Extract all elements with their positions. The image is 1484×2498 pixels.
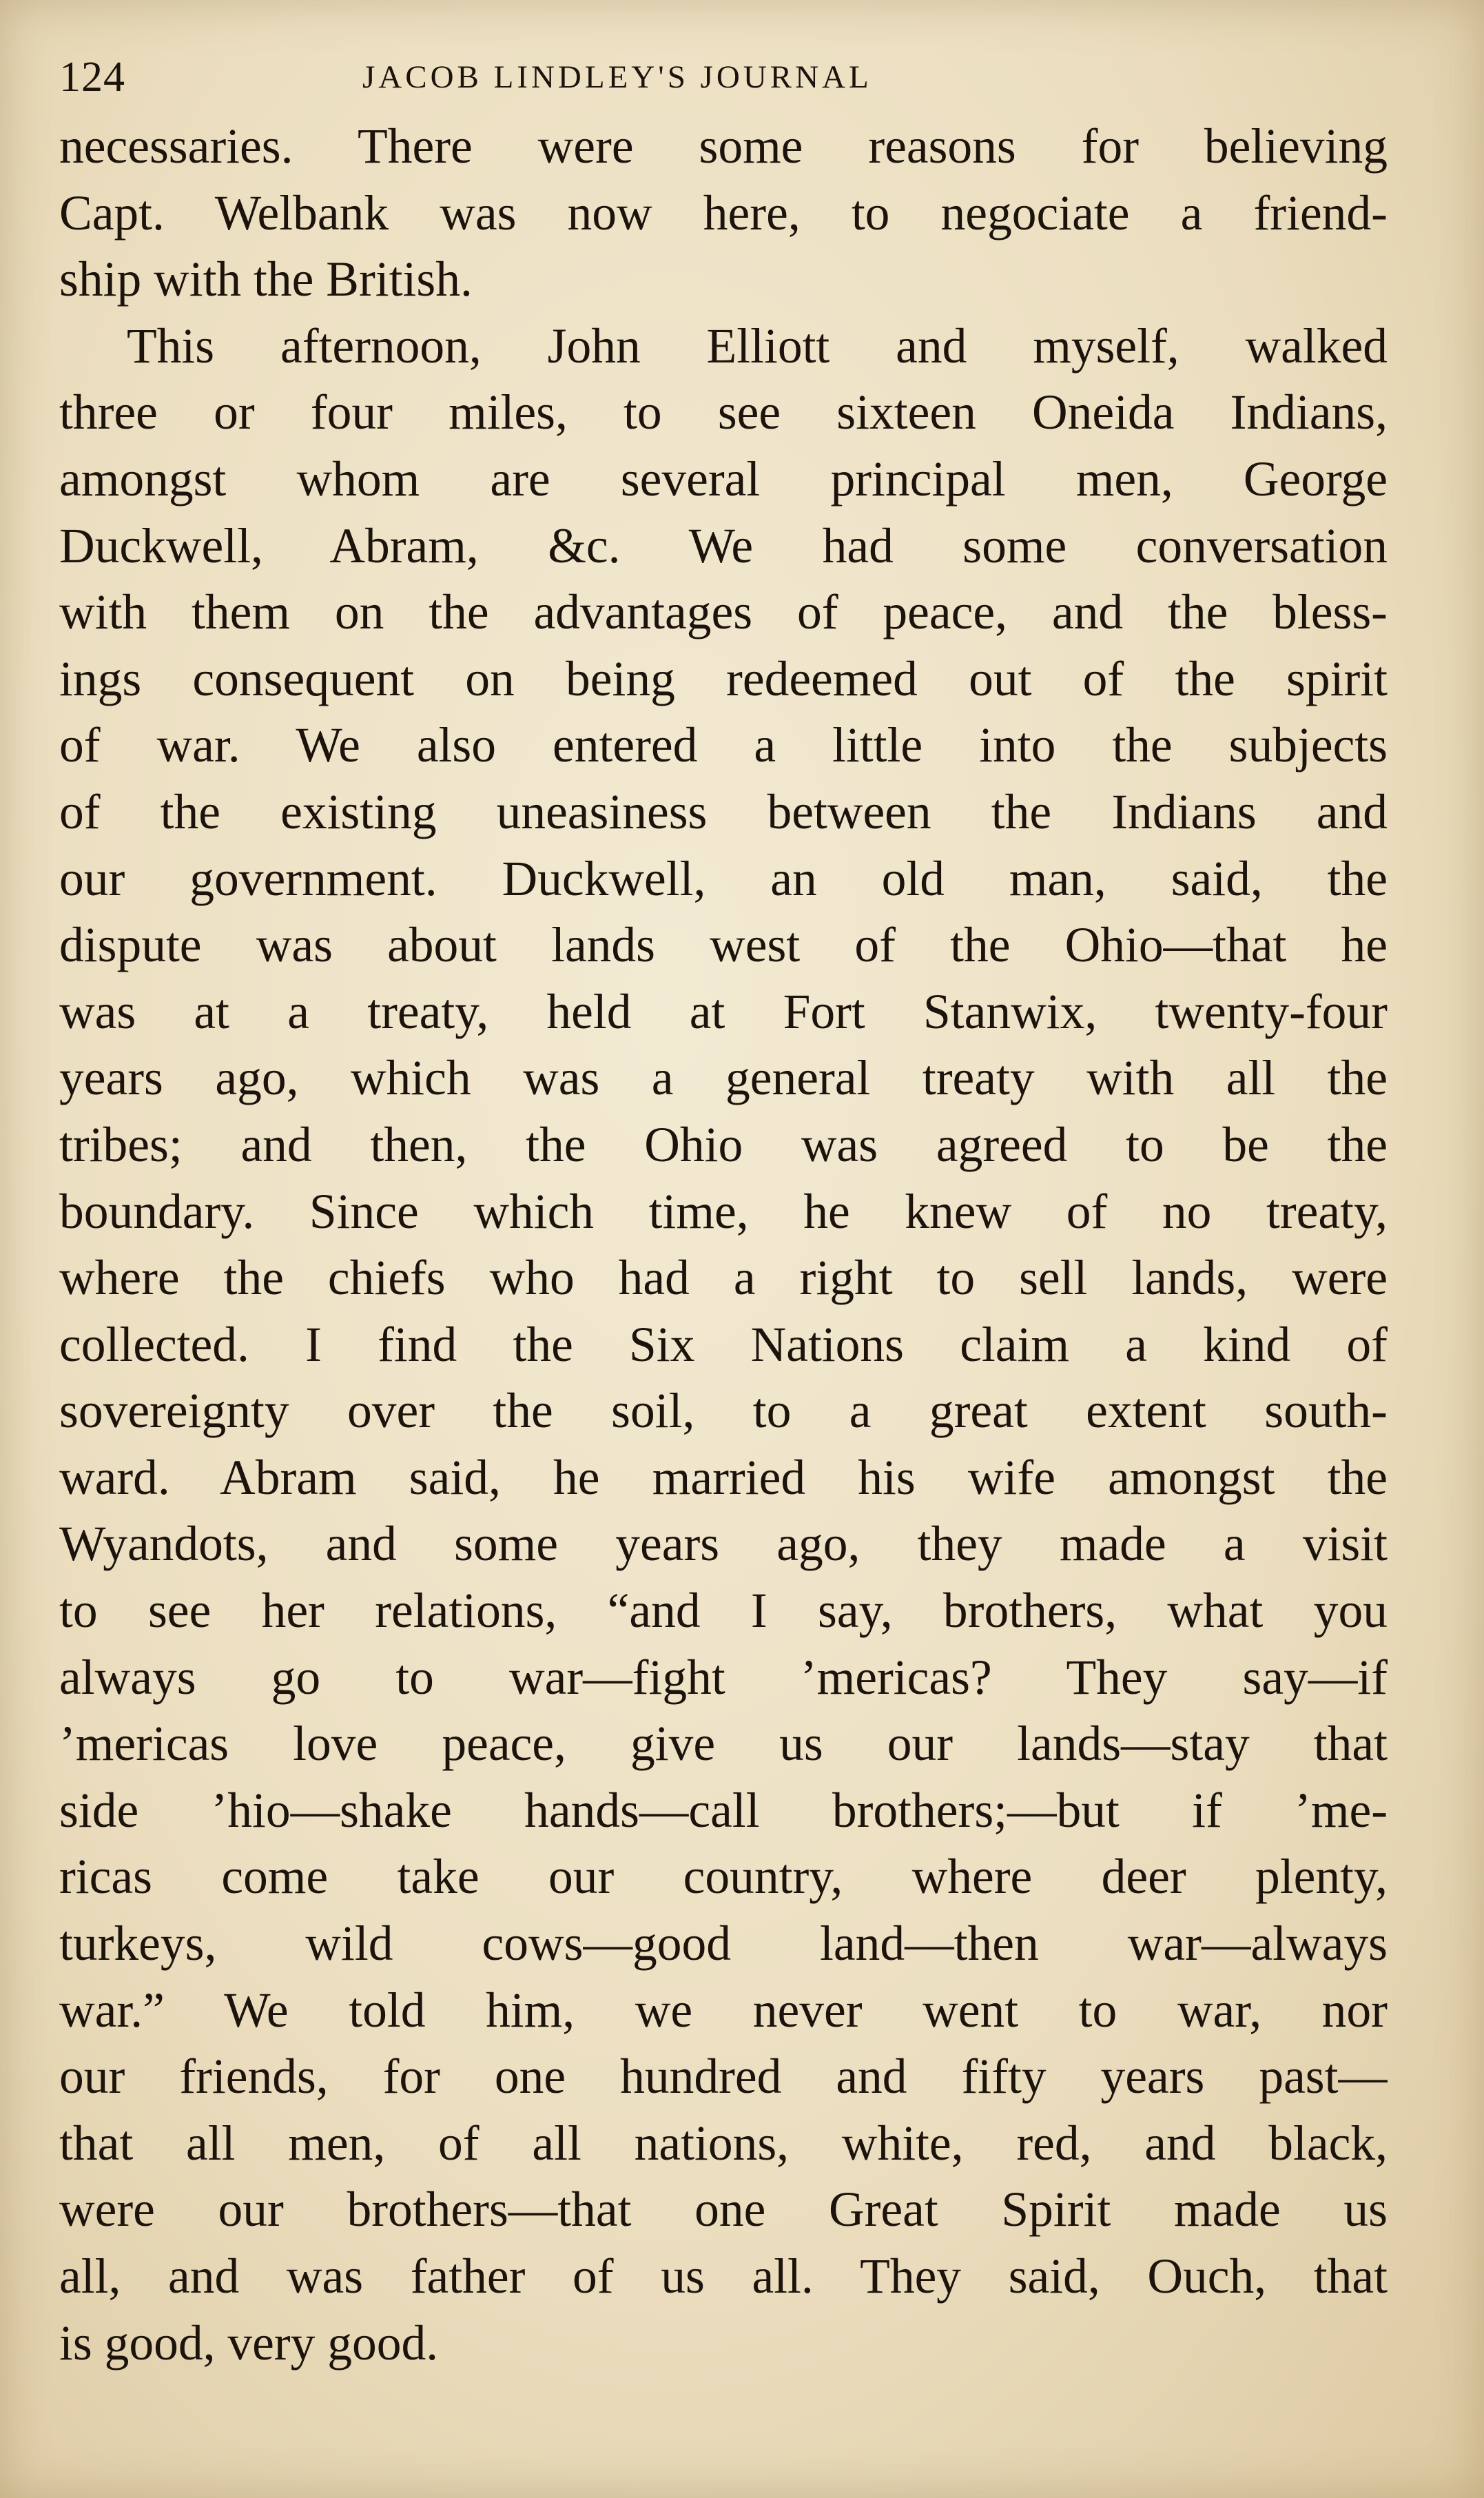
- text-line: necessaries. There were some reasons for believing: [59, 119, 1388, 174]
- text-line: amongst whom are several principal men, George: [59, 451, 1388, 506]
- text-line: turkeys, wild cows—good land—then war—always: [59, 1916, 1388, 1972]
- text-line: of the existing uneasiness between the Indians and: [59, 784, 1388, 839]
- page-number: 124: [59, 54, 125, 101]
- running-head: JACOB LINDLEY'S JOURNAL: [362, 59, 872, 95]
- text-line: is good, very good.: [59, 2315, 439, 2371]
- text-line: Capt. Welbank was now here, to negociate a friend-: [59, 185, 1388, 240]
- text-line: years ago, which was a general treaty with all the: [59, 1051, 1388, 1106]
- text-line: our friends, for one hundred and fifty years past—: [59, 2049, 1388, 2105]
- text-line: that all men, of all nations, white, red, and black,: [59, 2116, 1388, 2171]
- text-line: to see her relations, “and I say, brothers, what you: [59, 1584, 1388, 1639]
- text-line: our government. Duckwell, an old man, said, the: [59, 851, 1388, 906]
- text-line: ricas come take our country, where deer plenty,: [59, 1850, 1388, 1905]
- text-line: of war. We also entered a little into the subjects: [59, 718, 1388, 773]
- text-line: This afternoon, John Elliott and myself, walked: [127, 318, 1388, 373]
- text-line: three or four miles, to see sixteen Oneida Indians,: [59, 385, 1388, 440]
- text-line: tribes; and then, the Ohio was agreed to be the: [59, 1117, 1388, 1172]
- text-line: ’mericas love peace, give us our lands—stay that: [59, 1717, 1388, 1772]
- text-line: ship with the British.: [59, 252, 473, 307]
- text-line: where the chiefs who had a right to sell lands, were: [59, 1251, 1388, 1306]
- text-line: Duckwell, Abram, &c. We had some conversation: [59, 518, 1388, 573]
- text-line: sovereignty over the soil, to a great extent south-: [59, 1384, 1388, 1439]
- text-line: war.” We told him, we never went to war, nor: [59, 1983, 1388, 2038]
- text-line: ward. Abram said, he married his wife amongst the: [59, 1450, 1388, 1505]
- text-line: with them on the advantages of peace, and the bless-: [59, 585, 1388, 640]
- text-line: all, and was father of us all. They said, Ouch, that: [59, 2249, 1388, 2304]
- text-line: collected. I find the Six Nations claim a kind of: [59, 1317, 1388, 1372]
- text-line: were our brothers—that one Great Spirit made us: [59, 2182, 1388, 2238]
- text-line: was at a treaty, held at Fort Stanwix, twenty-four: [59, 984, 1388, 1039]
- text-line: Wyandots, and some years ago, they made a visit: [59, 1517, 1388, 1572]
- text-line: side ’hio—shake hands—call brothers;—but if ’me-: [59, 1783, 1388, 1838]
- text-line: dispute was about lands west of the Ohio—that he: [59, 918, 1388, 973]
- text-line: always go to war—fight ’mericas? They say—if: [59, 1650, 1388, 1705]
- text-line: ings consequent on being redeemed out of the spirit: [59, 651, 1388, 706]
- page-header: [59, 43, 1368, 112]
- text-line: boundary. Since which time, he knew of no treaty,: [59, 1184, 1388, 1239]
- journal-text: [59, 114, 1388, 2377]
